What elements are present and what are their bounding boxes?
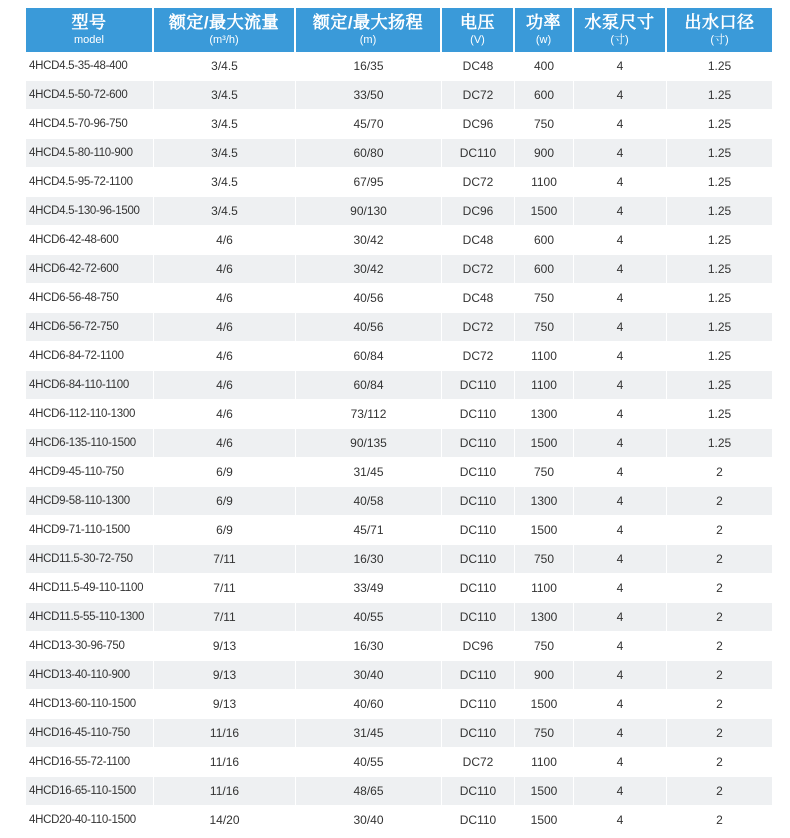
- cell-power: 1500: [515, 516, 574, 545]
- cell-outlet: 1.25: [667, 313, 772, 342]
- cell-head: 16/30: [296, 545, 442, 574]
- cell-power: 900: [515, 139, 574, 168]
- cell-pump-size: 4: [574, 139, 667, 168]
- table-row: [26, 806, 772, 835]
- cell-voltage: DC96: [442, 632, 515, 661]
- cell-outlet: 1.25: [667, 139, 772, 168]
- cell-voltage: DC96: [442, 197, 515, 226]
- cell-model: 4HCD9-71-110-1500: [26, 516, 154, 545]
- cell-voltage: DC72: [442, 81, 515, 110]
- cell-outlet: 2: [667, 719, 772, 748]
- cell-model: 4HCD16-45-110-750: [26, 719, 154, 748]
- table-row: [26, 487, 772, 516]
- cell-outlet: 2: [667, 632, 772, 661]
- cell-flow: 6/9: [154, 487, 296, 516]
- cell-head: 48/65: [296, 777, 442, 806]
- cell-voltage: DC72: [442, 313, 515, 342]
- cell-pump-size: 4: [574, 516, 667, 545]
- cell-head: 30/42: [296, 226, 442, 255]
- table-row: [26, 255, 772, 284]
- cell-voltage: DC72: [442, 342, 515, 371]
- table-row: [26, 574, 772, 603]
- table-row: [26, 429, 772, 458]
- cell-voltage: DC110: [442, 777, 515, 806]
- cell-pump-size: 4: [574, 110, 667, 139]
- cell-flow: 4/6: [154, 255, 296, 284]
- cell-model: 4HCD4.5-50-72-600: [26, 81, 154, 110]
- cell-voltage: DC48: [442, 284, 515, 313]
- cell-outlet: 2: [667, 690, 772, 719]
- cell-flow: 3/4.5: [154, 52, 296, 81]
- cell-outlet: 1.25: [667, 342, 772, 371]
- cell-flow: 14/20: [154, 806, 296, 835]
- cell-power: 750: [515, 458, 574, 487]
- cell-flow: 11/16: [154, 748, 296, 777]
- cell-head: 60/84: [296, 371, 442, 400]
- cell-head: 45/70: [296, 110, 442, 139]
- cell-power: 1100: [515, 748, 574, 777]
- cell-flow: 6/9: [154, 458, 296, 487]
- cell-power: 750: [515, 545, 574, 574]
- cell-pump-size: 4: [574, 371, 667, 400]
- cell-head: 30/42: [296, 255, 442, 284]
- table-row: [26, 313, 772, 342]
- table-row: [26, 371, 772, 400]
- table-row: [26, 52, 772, 81]
- cell-voltage: DC110: [442, 139, 515, 168]
- cell-voltage: DC110: [442, 458, 515, 487]
- cell-voltage: DC72: [442, 168, 515, 197]
- cell-model: 4HCD6-56-72-750: [26, 313, 154, 342]
- cell-power: 1100: [515, 342, 574, 371]
- cell-flow: 9/13: [154, 661, 296, 690]
- table-row: [26, 226, 772, 255]
- table-row: [26, 284, 772, 313]
- cell-head: 40/55: [296, 603, 442, 632]
- cell-flow: 4/6: [154, 429, 296, 458]
- cell-power: 750: [515, 719, 574, 748]
- cell-flow: 7/11: [154, 545, 296, 574]
- cell-voltage: DC72: [442, 255, 515, 284]
- cell-pump-size: 4: [574, 748, 667, 777]
- cell-pump-size: 4: [574, 487, 667, 516]
- cell-pump-size: 4: [574, 574, 667, 603]
- cell-model: 4HCD11.5-55-110-1300: [26, 603, 154, 632]
- header-row: [26, 8, 772, 52]
- cell-model: 4HCD4.5-80-110-900: [26, 139, 154, 168]
- header-head: 额定/最大扬程 (m): [296, 8, 442, 52]
- cell-power: 1500: [515, 777, 574, 806]
- cell-flow: 4/6: [154, 342, 296, 371]
- cell-head: 40/56: [296, 313, 442, 342]
- cell-head: 30/40: [296, 661, 442, 690]
- cell-outlet: 2: [667, 574, 772, 603]
- cell-outlet: 1.25: [667, 52, 772, 81]
- header-outlet: 出水口径 (寸): [667, 8, 772, 52]
- cell-voltage: DC110: [442, 806, 515, 835]
- cell-head: 60/84: [296, 342, 442, 371]
- cell-flow: 3/4.5: [154, 81, 296, 110]
- table-row: [26, 139, 772, 168]
- cell-outlet: 2: [667, 516, 772, 545]
- cell-pump-size: 4: [574, 806, 667, 835]
- cell-voltage: DC110: [442, 690, 515, 719]
- cell-power: 1300: [515, 487, 574, 516]
- cell-flow: 7/11: [154, 574, 296, 603]
- table-row: [26, 690, 772, 719]
- cell-pump-size: 4: [574, 429, 667, 458]
- cell-power: 400: [515, 52, 574, 81]
- cell-pump-size: 4: [574, 603, 667, 632]
- cell-outlet: 2: [667, 661, 772, 690]
- table-row: [26, 545, 772, 574]
- cell-power: 1500: [515, 197, 574, 226]
- header-flow: 额定/最大流量 (m³/h): [154, 8, 296, 52]
- cell-pump-size: 4: [574, 342, 667, 371]
- cell-pump-size: 4: [574, 284, 667, 313]
- cell-outlet: 1.25: [667, 110, 772, 139]
- cell-model: 4HCD13-40-110-900: [26, 661, 154, 690]
- cell-model: 4HCD6-84-110-1100: [26, 371, 154, 400]
- cell-flow: 4/6: [154, 313, 296, 342]
- cell-flow: 4/6: [154, 284, 296, 313]
- cell-model: 4HCD6-42-72-600: [26, 255, 154, 284]
- cell-flow: 9/13: [154, 632, 296, 661]
- cell-model: 4HCD11.5-49-110-1100: [26, 574, 154, 603]
- cell-power: 1500: [515, 429, 574, 458]
- cell-pump-size: 4: [574, 81, 667, 110]
- cell-head: 33/50: [296, 81, 442, 110]
- cell-pump-size: 4: [574, 313, 667, 342]
- cell-model: 4HCD4.5-130-96-1500: [26, 197, 154, 226]
- cell-flow: 3/4.5: [154, 110, 296, 139]
- cell-pump-size: 4: [574, 661, 667, 690]
- cell-head: 90/130: [296, 197, 442, 226]
- cell-pump-size: 4: [574, 719, 667, 748]
- cell-power: 1100: [515, 371, 574, 400]
- cell-head: 40/60: [296, 690, 442, 719]
- cell-flow: 3/4.5: [154, 197, 296, 226]
- cell-flow: 9/13: [154, 690, 296, 719]
- cell-power: 750: [515, 313, 574, 342]
- cell-flow: 7/11: [154, 603, 296, 632]
- cell-voltage: DC110: [442, 603, 515, 632]
- cell-pump-size: 4: [574, 690, 667, 719]
- cell-head: 33/49: [296, 574, 442, 603]
- cell-voltage: DC110: [442, 487, 515, 516]
- cell-flow: 3/4.5: [154, 139, 296, 168]
- table-row: [26, 110, 772, 139]
- table-row: [26, 168, 772, 197]
- cell-outlet: 1.25: [667, 168, 772, 197]
- cell-pump-size: 4: [574, 458, 667, 487]
- cell-model: 4HCD13-60-110-1500: [26, 690, 154, 719]
- cell-outlet: 1.25: [667, 400, 772, 429]
- pump-spec-table: [26, 8, 772, 835]
- table-row: [26, 603, 772, 632]
- cell-voltage: DC110: [442, 545, 515, 574]
- cell-outlet: 1.25: [667, 255, 772, 284]
- cell-voltage: DC110: [442, 574, 515, 603]
- cell-voltage: DC110: [442, 661, 515, 690]
- table-row: [26, 400, 772, 429]
- cell-voltage: DC110: [442, 371, 515, 400]
- cell-head: 73/112: [296, 400, 442, 429]
- cell-outlet: 2: [667, 545, 772, 574]
- cell-voltage: DC110: [442, 516, 515, 545]
- cell-voltage: DC48: [442, 226, 515, 255]
- cell-model: 4HCD9-45-110-750: [26, 458, 154, 487]
- cell-power: 1300: [515, 603, 574, 632]
- cell-pump-size: 4: [574, 545, 667, 574]
- cell-model: 4HCD16-65-110-1500: [26, 777, 154, 806]
- table-body: [26, 52, 772, 835]
- header-model: 型号 model: [26, 8, 154, 52]
- cell-pump-size: 4: [574, 777, 667, 806]
- cell-power: 1100: [515, 168, 574, 197]
- cell-pump-size: 4: [574, 632, 667, 661]
- cell-power: 1500: [515, 806, 574, 835]
- cell-model: 4HCD6-56-48-750: [26, 284, 154, 313]
- cell-outlet: 1.25: [667, 371, 772, 400]
- header-power: 功率 (w): [515, 8, 574, 52]
- table-row: [26, 516, 772, 545]
- table-row: [26, 342, 772, 371]
- cell-head: 31/45: [296, 719, 442, 748]
- cell-flow: 11/16: [154, 777, 296, 806]
- table-row: [26, 719, 772, 748]
- cell-power: 900: [515, 661, 574, 690]
- cell-flow: 6/9: [154, 516, 296, 545]
- cell-outlet: 2: [667, 603, 772, 632]
- table-row: [26, 81, 772, 110]
- header-voltage: 电压 (V): [442, 8, 515, 52]
- spec-table-container: [26, 8, 772, 835]
- cell-model: 4HCD16-55-72-1100: [26, 748, 154, 777]
- header-pump-size: 水泵尺寸 (寸): [574, 8, 667, 52]
- cell-model: 4HCD13-30-96-750: [26, 632, 154, 661]
- cell-flow: 4/6: [154, 371, 296, 400]
- cell-model: 4HCD4.5-95-72-1100: [26, 168, 154, 197]
- cell-power: 600: [515, 81, 574, 110]
- cell-head: 45/71: [296, 516, 442, 545]
- cell-outlet: 2: [667, 487, 772, 516]
- cell-outlet: 2: [667, 806, 772, 835]
- cell-outlet: 1.25: [667, 284, 772, 313]
- cell-head: 40/56: [296, 284, 442, 313]
- cell-outlet: 1.25: [667, 429, 772, 458]
- cell-outlet: 1.25: [667, 226, 772, 255]
- cell-power: 750: [515, 110, 574, 139]
- cell-pump-size: 4: [574, 52, 667, 81]
- cell-power: 1500: [515, 690, 574, 719]
- cell-power: 1300: [515, 400, 574, 429]
- cell-model: 4HCD6-42-48-600: [26, 226, 154, 255]
- cell-outlet: 2: [667, 777, 772, 806]
- cell-model: 4HCD20-40-110-1500: [26, 806, 154, 835]
- table-row: [26, 661, 772, 690]
- cell-head: 16/35: [296, 52, 442, 81]
- cell-power: 1100: [515, 574, 574, 603]
- table-row: [26, 458, 772, 487]
- cell-outlet: 1.25: [667, 197, 772, 226]
- cell-model: 4HCD6-135-110-1500: [26, 429, 154, 458]
- cell-head: 30/40: [296, 806, 442, 835]
- cell-outlet: 2: [667, 458, 772, 487]
- cell-model: 4HCD4.5-35-48-400: [26, 52, 154, 81]
- table-row: [26, 632, 772, 661]
- cell-model: 4HCD11.5-30-72-750: [26, 545, 154, 574]
- cell-voltage: DC48: [442, 52, 515, 81]
- cell-pump-size: 4: [574, 255, 667, 284]
- cell-pump-size: 4: [574, 168, 667, 197]
- cell-head: 67/95: [296, 168, 442, 197]
- cell-pump-size: 4: [574, 226, 667, 255]
- cell-model: 4HCD4.5-70-96-750: [26, 110, 154, 139]
- cell-model: 4HCD6-112-110-1300: [26, 400, 154, 429]
- cell-flow: 4/6: [154, 400, 296, 429]
- cell-pump-size: 4: [574, 400, 667, 429]
- cell-voltage: DC110: [442, 400, 515, 429]
- cell-voltage: DC110: [442, 719, 515, 748]
- cell-model: 4HCD9-58-110-1300: [26, 487, 154, 516]
- cell-voltage: DC72: [442, 748, 515, 777]
- cell-power: 600: [515, 255, 574, 284]
- cell-power: 750: [515, 284, 574, 313]
- cell-power: 600: [515, 226, 574, 255]
- cell-head: 60/80: [296, 139, 442, 168]
- cell-power: 750: [515, 632, 574, 661]
- cell-outlet: 2: [667, 748, 772, 777]
- cell-voltage: DC96: [442, 110, 515, 139]
- cell-pump-size: 4: [574, 197, 667, 226]
- cell-head: 31/45: [296, 458, 442, 487]
- table-row: [26, 197, 772, 226]
- cell-voltage: DC110: [442, 429, 515, 458]
- cell-flow: 11/16: [154, 719, 296, 748]
- cell-head: 16/30: [296, 632, 442, 661]
- cell-head: 90/135: [296, 429, 442, 458]
- cell-outlet: 1.25: [667, 81, 772, 110]
- table-row: [26, 748, 772, 777]
- table-row: [26, 777, 772, 806]
- cell-head: 40/55: [296, 748, 442, 777]
- cell-model: 4HCD6-84-72-1100: [26, 342, 154, 371]
- cell-flow: 3/4.5: [154, 168, 296, 197]
- cell-head: 40/58: [296, 487, 442, 516]
- cell-flow: 4/6: [154, 226, 296, 255]
